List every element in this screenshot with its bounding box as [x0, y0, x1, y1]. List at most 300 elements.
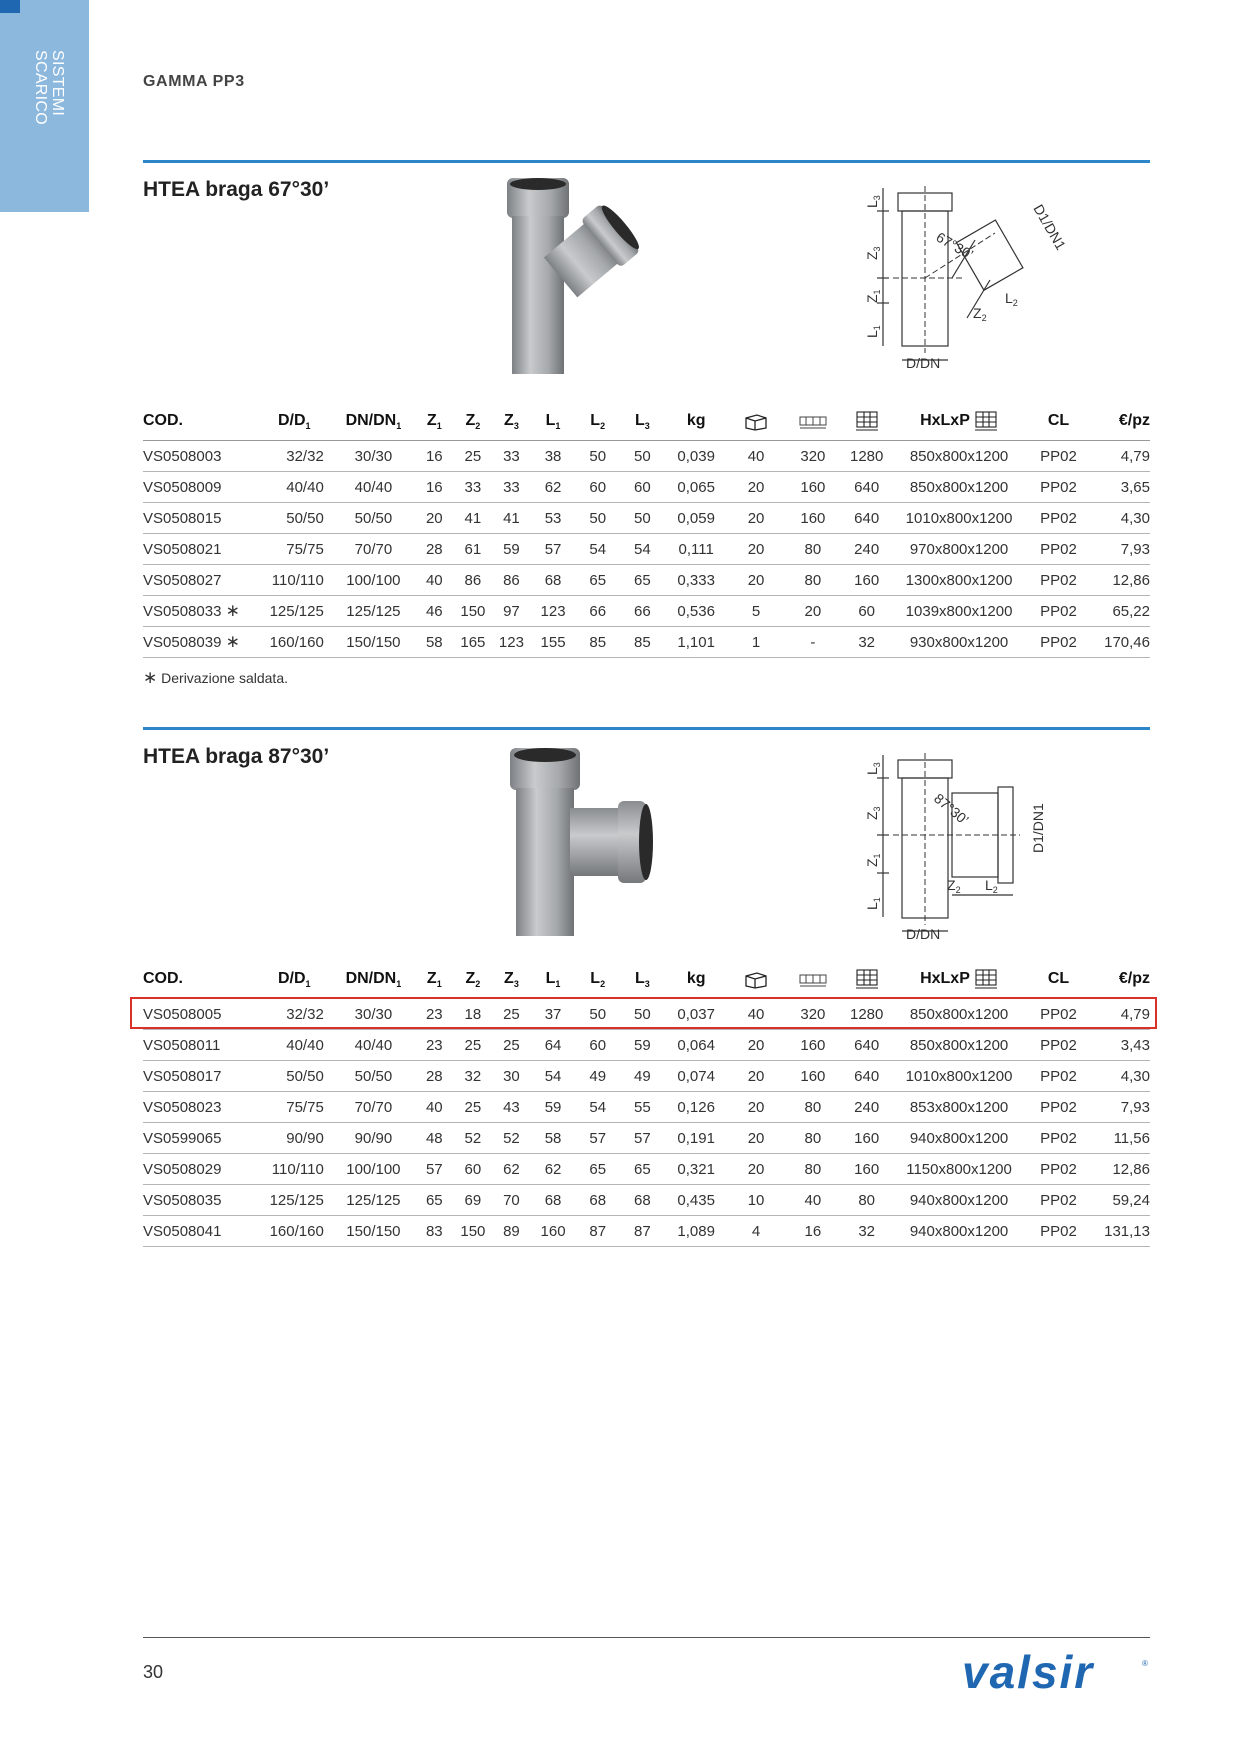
cell-z3: 41 [492, 503, 531, 534]
cell-price: 11,56 [1091, 1123, 1150, 1154]
cell-kg: 1,089 [665, 1216, 728, 1247]
cell-l2: 54 [575, 1092, 620, 1123]
col-z2: $Z_2$ [454, 402, 493, 441]
section1-product-photo [495, 178, 665, 378]
cell-l2: 85 [575, 627, 620, 658]
cell-l3: 55 [620, 1092, 665, 1123]
section1-technical-drawing [855, 178, 1080, 373]
cell-cod: VS0508029 [143, 1154, 257, 1185]
cell-l2: 68 [575, 1185, 620, 1216]
cell-price: 12,86 [1091, 565, 1150, 596]
svg-text:L1: $L_1$ [864, 897, 882, 910]
cell-cod: VS0508017 [143, 1061, 257, 1092]
section2-rule [143, 727, 1150, 730]
star-icon: ∗ [225, 632, 240, 651]
cell-d: 32/32 [257, 441, 332, 472]
cell-l3: 65 [620, 1154, 665, 1185]
cell-dn: 150/150 [332, 1216, 415, 1247]
col-d: $D/D_1$ [257, 402, 332, 441]
side-tab [0, 0, 89, 212]
cell-hxlxp: 1039x800x1200 [892, 596, 1026, 627]
cell-dn: 100/100 [332, 1154, 415, 1185]
cell-kg: 0,059 [665, 503, 728, 534]
cell-p3: 640 [841, 472, 892, 503]
cell-d: 160/160 [257, 627, 332, 658]
cell-z1: 46 [415, 596, 454, 627]
cell-hxlxp: 1150x800x1200 [892, 1154, 1026, 1185]
cell-l1: 68 [531, 565, 576, 596]
col-l3: $L_3$ [620, 402, 665, 441]
cell-l2: 50 [575, 503, 620, 534]
cell-p3: 32 [841, 627, 892, 658]
cell-l3: 85 [620, 627, 665, 658]
box-icon [743, 411, 769, 431]
cell-cl: PP02 [1026, 596, 1091, 627]
cell-cod: VS0508041 [143, 1216, 257, 1247]
table-row [143, 627, 1150, 658]
cell-cod: VS0508005 [143, 999, 257, 1030]
cell-kg: 0,321 [665, 1154, 728, 1185]
cell-l1: 62 [531, 1154, 576, 1185]
cell-z1: 48 [415, 1123, 454, 1154]
cell-p1: 20 [728, 565, 785, 596]
cell-z3: 97 [492, 596, 531, 627]
valsir-logo [960, 1650, 1150, 1700]
table-row [143, 1216, 1150, 1247]
cell-z1: 23 [415, 1030, 454, 1061]
cell-p1: 1 [728, 627, 785, 658]
section1-footnote [143, 668, 288, 688]
cell-z1: 40 [415, 565, 454, 596]
cell-z2: 52 [454, 1123, 493, 1154]
col-cod: COD. [143, 960, 257, 999]
section2-title: HTEA braga 87°30’ [143, 745, 330, 768]
col-z1: $Z_1$ [415, 960, 454, 999]
cell-l2: 66 [575, 596, 620, 627]
cell-l2: 57 [575, 1123, 620, 1154]
cell-cl: PP02 [1026, 1061, 1091, 1092]
svg-text:Z3: $Z_3$ [864, 246, 882, 260]
col-cod: COD. [143, 402, 257, 441]
cell-kg: 0,065 [665, 472, 728, 503]
cell-p1: 40 [728, 441, 785, 472]
cell-l2: 60 [575, 1030, 620, 1061]
cell-p2: 80 [784, 1123, 841, 1154]
cell-p1: 20 [728, 1123, 785, 1154]
col-kg: kg [665, 402, 728, 441]
cell-p3: 640 [841, 503, 892, 534]
col-cl: CL [1026, 402, 1091, 441]
cell-cl: PP02 [1026, 627, 1091, 658]
table-row [143, 1030, 1150, 1061]
side-tab-line2: SCARICO [32, 50, 49, 125]
cell-z2: 60 [454, 1154, 493, 1185]
cell-p3: 240 [841, 534, 892, 565]
cell-cl: PP02 [1026, 565, 1091, 596]
cell-price: 4,79 [1091, 441, 1150, 472]
cell-p3: 240 [841, 1092, 892, 1123]
cell-cod: VS0508027 [143, 565, 257, 596]
cell-p3: 160 [841, 1154, 892, 1185]
table-row [143, 534, 1150, 565]
side-tab-accent [0, 0, 20, 13]
col-l1: $L_1$ [531, 960, 576, 999]
cell-p2: 320 [784, 441, 841, 472]
cell-price: 4,30 [1091, 1061, 1150, 1092]
col-price: €/pz [1091, 402, 1150, 441]
cell-l1: 57 [531, 534, 576, 565]
col-box [728, 960, 785, 999]
cell-cl: PP02 [1026, 1030, 1091, 1061]
cell-p2: 80 [784, 1092, 841, 1123]
cell-dn: 125/125 [332, 596, 415, 627]
cell-z3: 62 [492, 1154, 531, 1185]
pallet-icon [854, 968, 880, 990]
cell-z2: 150 [454, 1216, 493, 1247]
cell-d: 40/40 [257, 472, 332, 503]
col-layer [784, 402, 841, 441]
svg-text:L1: $L_1$ [864, 325, 882, 338]
cell-hxlxp: 850x800x1200 [892, 472, 1026, 503]
cell-p1: 4 [728, 1216, 785, 1247]
cell-p2: 320 [784, 999, 841, 1030]
cell-p1: 20 [728, 534, 785, 565]
cell-d: 110/110 [257, 1154, 332, 1185]
section2-d1-label: D1/DN1 [1030, 803, 1046, 853]
pallet-icon [854, 410, 880, 432]
cell-p2: 20 [784, 596, 841, 627]
cell-l3: 59 [620, 1030, 665, 1061]
cell-z3: 86 [492, 565, 531, 596]
cell-dn: 50/50 [332, 503, 415, 534]
cell-p3: 640 [841, 1030, 892, 1061]
cell-p2: 160 [784, 472, 841, 503]
cell-l3: 50 [620, 999, 665, 1030]
cell-d: 90/90 [257, 1123, 332, 1154]
col-z3: $Z_3$ [492, 960, 531, 999]
svg-text:L3: $L_3$ [864, 195, 882, 208]
cell-price: 65,22 [1091, 596, 1150, 627]
cell-cod: VS0508009 [143, 472, 257, 503]
cell-p2: - [784, 627, 841, 658]
cell-l2: 50 [575, 999, 620, 1030]
cell-price: 170,46 [1091, 627, 1150, 658]
cell-p3: 160 [841, 565, 892, 596]
cell-z1: 40 [415, 1092, 454, 1123]
pallet-icon [974, 968, 998, 990]
cell-l3: 65 [620, 565, 665, 596]
col-layer [784, 960, 841, 999]
cell-hxlxp: 850x800x1200 [892, 999, 1026, 1030]
cell-z1: 65 [415, 1185, 454, 1216]
col-l2: $L_2$ [575, 960, 620, 999]
cell-d: 75/75 [257, 534, 332, 565]
cell-cl: PP02 [1026, 1154, 1091, 1185]
cell-l2: 60 [575, 472, 620, 503]
cell-cl: PP02 [1026, 1185, 1091, 1216]
cell-z2: 165 [454, 627, 493, 658]
cell-price: 4,79 [1091, 999, 1150, 1030]
cell-kg: 0,333 [665, 565, 728, 596]
cell-d: 110/110 [257, 565, 332, 596]
cell-dn: 125/125 [332, 1185, 415, 1216]
cell-hxlxp: 970x800x1200 [892, 534, 1026, 565]
cell-z2: 33 [454, 472, 493, 503]
table-row [143, 503, 1150, 534]
cell-price: 4,30 [1091, 503, 1150, 534]
table-row [143, 1154, 1150, 1185]
cell-l3: 60 [620, 472, 665, 503]
cell-p2: 80 [784, 534, 841, 565]
cell-kg: 0,435 [665, 1185, 728, 1216]
cell-z2: 25 [454, 1030, 493, 1061]
table-row [143, 565, 1150, 596]
cell-l3: 54 [620, 534, 665, 565]
cell-cod: VS0508003 [143, 441, 257, 472]
footer-rule [143, 1637, 1150, 1638]
cell-p2: 16 [784, 1216, 841, 1247]
cell-p1: 20 [728, 503, 785, 534]
pallet-layer-icon [798, 969, 828, 989]
cell-l3: 49 [620, 1061, 665, 1092]
col-z3: $Z_3$ [492, 402, 531, 441]
cell-l1: 68 [531, 1185, 576, 1216]
section2-dn-label: D/DN [906, 926, 941, 940]
cell-price: 59,24 [1091, 1185, 1150, 1216]
cell-p1: 40 [728, 999, 785, 1030]
table-row [143, 1185, 1150, 1216]
cell-p1: 20 [728, 1061, 785, 1092]
cell-cod: VS0508023 [143, 1092, 257, 1123]
cell-z1: 83 [415, 1216, 454, 1247]
cell-d: 40/40 [257, 1030, 332, 1061]
cell-hxlxp: 1010x800x1200 [892, 1061, 1026, 1092]
cell-l1: 37 [531, 999, 576, 1030]
cell-hxlxp: 1300x800x1200 [892, 565, 1026, 596]
col-cl: CL [1026, 960, 1091, 999]
cell-kg: 0,074 [665, 1061, 728, 1092]
cell-z2: 41 [454, 503, 493, 534]
cell-z2: 25 [454, 1092, 493, 1123]
cell-l1: 59 [531, 1092, 576, 1123]
cell-cod: VS0508011 [143, 1030, 257, 1061]
section1-angle-label: 67°30’ [933, 228, 977, 263]
cell-z2: 86 [454, 565, 493, 596]
cell-d: 32/32 [257, 999, 332, 1030]
svg-text:Z1: $Z_1$ [864, 289, 882, 303]
cell-l3: 87 [620, 1216, 665, 1247]
svg-text:valsir: valsir [962, 1650, 1095, 1698]
svg-text:L2: $L_2$ [985, 877, 998, 895]
cell-kg: 0,126 [665, 1092, 728, 1123]
cell-kg: 0,039 [665, 441, 728, 472]
col-hxlxp: HxLxP [892, 402, 1026, 441]
star-icon: ∗ [225, 601, 240, 620]
cell-l1: 64 [531, 1030, 576, 1061]
range-title: GAMMA PP3 [143, 73, 245, 90]
cell-price: 3,43 [1091, 1030, 1150, 1061]
col-l2: $L_2$ [575, 402, 620, 441]
cell-dn: 40/40 [332, 1030, 415, 1061]
table-row [143, 596, 1150, 627]
svg-text:L3: $L_3$ [864, 762, 882, 775]
cell-p1: 5 [728, 596, 785, 627]
col-box [728, 402, 785, 441]
cell-kg: 0,037 [665, 999, 728, 1030]
cell-z1: 23 [415, 999, 454, 1030]
cell-dn: 30/30 [332, 999, 415, 1030]
cell-z2: 32 [454, 1061, 493, 1092]
cell-kg: 0,191 [665, 1123, 728, 1154]
cell-price: 7,93 [1091, 534, 1150, 565]
cell-z3: 25 [492, 1030, 531, 1061]
cell-z1: 28 [415, 1061, 454, 1092]
cell-cod: VS0508039 ∗ [143, 627, 257, 658]
footnote-text: Derivazione saldata. [161, 670, 288, 686]
col-pallet [841, 402, 892, 441]
cell-p2: 160 [784, 1030, 841, 1061]
cell-z3: 33 [492, 441, 531, 472]
cell-l2: 65 [575, 1154, 620, 1185]
cell-dn: 30/30 [332, 441, 415, 472]
pallet-icon [974, 410, 998, 432]
cell-p3: 32 [841, 1216, 892, 1247]
cell-p3: 60 [841, 596, 892, 627]
cell-z1: 20 [415, 503, 454, 534]
cell-l1: 62 [531, 472, 576, 503]
section2-technical-drawing [855, 745, 1080, 940]
cell-d: 125/125 [257, 596, 332, 627]
cell-p3: 80 [841, 1185, 892, 1216]
cell-z1: 57 [415, 1154, 454, 1185]
cell-l3: 50 [620, 441, 665, 472]
cell-cod: VS0508021 [143, 534, 257, 565]
cell-cl: PP02 [1026, 503, 1091, 534]
cell-l3: 68 [620, 1185, 665, 1216]
cell-cl: PP02 [1026, 999, 1091, 1030]
section1-rule [143, 160, 1150, 163]
svg-text:Z2: $Z_2$ [973, 305, 987, 323]
section1-table [143, 402, 1150, 658]
col-dn: $DN/DN_1$ [332, 960, 415, 999]
cell-d: 160/160 [257, 1216, 332, 1247]
cell-cod: VS0508035 [143, 1185, 257, 1216]
side-tab-line1: SISTEMI [49, 50, 66, 117]
cell-dn: 40/40 [332, 472, 415, 503]
cell-l3: 57 [620, 1123, 665, 1154]
cell-hxlxp: 940x800x1200 [892, 1123, 1026, 1154]
cell-cod: VS0508033 ∗ [143, 596, 257, 627]
cell-l2: 54 [575, 534, 620, 565]
section1-dn-label: D/DN [906, 355, 941, 371]
cell-z3: 25 [492, 999, 531, 1030]
cell-hxlxp: 940x800x1200 [892, 1185, 1026, 1216]
cell-l2: 50 [575, 441, 620, 472]
svg-text:Z3: $Z_3$ [864, 806, 882, 820]
col-d: $D/D_1$ [257, 960, 332, 999]
table-row [143, 472, 1150, 503]
table-header-row [143, 402, 1150, 441]
cell-d: 75/75 [257, 1092, 332, 1123]
cell-p3: 640 [841, 1061, 892, 1092]
cell-p1: 10 [728, 1185, 785, 1216]
pallet-layer-icon [798, 411, 828, 431]
cell-d: 50/50 [257, 503, 332, 534]
cell-price: 131,13 [1091, 1216, 1150, 1247]
section2-angle-label: 87°30’ [931, 790, 972, 828]
cell-l1: 155 [531, 627, 576, 658]
highlighted-row-outline [130, 997, 1157, 1029]
cell-z2: 18 [454, 999, 493, 1030]
cell-l1: 160 [531, 1216, 576, 1247]
section2-product-photo [510, 748, 660, 938]
col-price: €/pz [1091, 960, 1150, 999]
cell-z3: 52 [492, 1123, 531, 1154]
cell-cl: PP02 [1026, 534, 1091, 565]
cell-cod: VS0508015 [143, 503, 257, 534]
cell-cl: PP02 [1026, 1123, 1091, 1154]
cell-p1: 20 [728, 1154, 785, 1185]
svg-text:Z1: $Z_1$ [864, 853, 882, 867]
cell-l3: 50 [620, 503, 665, 534]
cell-kg: 0,064 [665, 1030, 728, 1061]
cell-l2: 49 [575, 1061, 620, 1092]
cell-p1: 20 [728, 1030, 785, 1061]
cell-dn: 150/150 [332, 627, 415, 658]
cell-l3: 66 [620, 596, 665, 627]
cell-d: 125/125 [257, 1185, 332, 1216]
cell-cl: PP02 [1026, 1092, 1091, 1123]
cell-z1: 16 [415, 472, 454, 503]
table-row [143, 1061, 1150, 1092]
side-tab-label [26, 50, 66, 170]
cell-z1: 16 [415, 441, 454, 472]
cell-kg: 1,101 [665, 627, 728, 658]
table-header-row [143, 960, 1150, 999]
cell-p3: 160 [841, 1123, 892, 1154]
cell-z2: 25 [454, 441, 493, 472]
page-number: 30 [143, 1662, 164, 1682]
cell-p3: 1280 [841, 441, 892, 472]
cell-kg: 0,111 [665, 534, 728, 565]
cell-l1: 58 [531, 1123, 576, 1154]
cell-z3: 30 [492, 1061, 531, 1092]
cell-hxlxp: 940x800x1200 [892, 1216, 1026, 1247]
cell-cl: PP02 [1026, 472, 1091, 503]
section1-title: HTEA braga 67°30’ [143, 178, 330, 201]
cell-hxlxp: 853x800x1200 [892, 1092, 1026, 1123]
cell-p1: 20 [728, 1092, 785, 1123]
cell-hxlxp: 1010x800x1200 [892, 503, 1026, 534]
cell-price: 12,86 [1091, 1154, 1150, 1185]
cell-hxlxp: 930x800x1200 [892, 627, 1026, 658]
cell-d: 50/50 [257, 1061, 332, 1092]
cell-dn: 70/70 [332, 534, 415, 565]
cell-p2: 40 [784, 1185, 841, 1216]
svg-text:L2: $L_2$ [1005, 290, 1018, 308]
cell-l1: 123 [531, 596, 576, 627]
col-z2: $Z_2$ [454, 960, 493, 999]
cell-p1: 20 [728, 472, 785, 503]
col-dn: $DN/DN_1$ [332, 402, 415, 441]
col-z1: $Z_1$ [415, 402, 454, 441]
cell-l2: 65 [575, 565, 620, 596]
cell-price: 3,65 [1091, 472, 1150, 503]
cell-p3: 1280 [841, 999, 892, 1030]
table-row [143, 1123, 1150, 1154]
cell-kg: 0,536 [665, 596, 728, 627]
cell-p2: 80 [784, 565, 841, 596]
